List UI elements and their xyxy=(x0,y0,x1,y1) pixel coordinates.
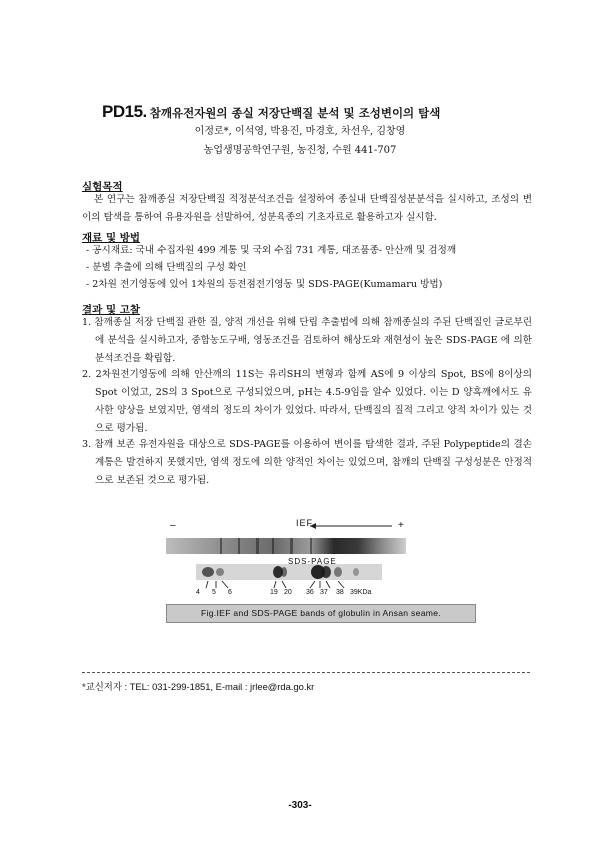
figure-caption: Fig.IEF and SDS-PAGE bands of globulin in Ansan seame. xyxy=(166,604,476,623)
result-text: 1. 참깨종실 저장 단백질 관한 질, 양적 개선을 위해 단립 추출법에 의해 참깨종실의 주된 단백질인 글로부린에 분석을 실시하고자, 중합농도구배, 영동조건을 검토하여 해상도와 재현성이 높은 SDS-PAGE 에 의한 분석조건을 확립함. xyxy=(82,317,532,364)
footnote-divider xyxy=(82,672,530,673)
band-label: 39KDa xyxy=(350,589,372,596)
result-text: 3. 참깨 보존 유전자원을 대상으로 SDS-PAGE를 이용하여 변이를 탐색한 결과, 주된 Polypeptide의 결손 계통은 발견하지 못했지만, 염색 정도에 의한 양적인 차이는 있었으며, 참깨의 단백질 구성성분은 안정적으로 보존된 것으로 평가됨. xyxy=(82,439,532,486)
ief-label: IEF xyxy=(296,518,314,528)
band-label: 6 xyxy=(228,589,232,596)
method-item: - 공시재료: 국내 수집자원 499 계통 및 국외 수집 731 계통, 대조품종- 안산깨 및 검정깨 xyxy=(86,245,457,256)
band-label: 4 xyxy=(196,589,200,596)
ief-plus-label: + xyxy=(398,520,404,531)
method-item: - 2차원 전기영동에 있어 1차원의 등전점전기영동 및 SDS-PAGE(Kumamaru 방법) xyxy=(86,279,443,290)
band-label: 37 xyxy=(320,589,328,596)
band-label: 38 xyxy=(336,589,344,596)
result-item-3 xyxy=(82,436,532,490)
affiliation: 농업생명공학연구원, 농진청, 수원 441-707 xyxy=(203,145,397,156)
method-list xyxy=(86,242,536,293)
band-label: 5 xyxy=(212,589,216,596)
result-item-1 xyxy=(82,314,532,368)
page-number: -303- xyxy=(288,800,312,811)
result-text: 2. 2차원전기영동에 의해 안산깨의 11S는 유리SH의 변형과 함께 AS에 9 이상의 Spot, BS에 8이상의 Spot 이었고, 2S의 3 Spot으로 구성되었으며, pH는 4.5-9임을 알수 있었다. 이는 D 양흑깨에서도 유사한 양상을 보였지만, 염색의 정도의 차이가 있었다. 따라서, 단백질의 질적 그리고 양적 차이가 있는 것으로 평가됨. xyxy=(82,369,532,434)
band-label: 19 xyxy=(270,589,278,596)
purpose-text: 본 연구는 참깨종실 저장단백질 적정분석조건을 설정하여 종실내 단백질성분분석을 실시하고, 조성의 변이의 탐색을 통하여 유용자원을 선발하여, 성분육종의 기초자료로 활용하고자 실시함. xyxy=(82,194,532,223)
band-label: 20 xyxy=(284,589,292,596)
method-item: - 분별 추출에 의해 단백질의 구성 확인 xyxy=(86,262,247,273)
band-pointer-arrows xyxy=(206,581,344,588)
results-heading: 결과 및 고찰 xyxy=(82,304,141,316)
paper-title xyxy=(102,102,562,122)
ief-strip xyxy=(166,538,406,554)
ief-minus-label: – xyxy=(170,520,176,531)
paper-title-text: 참깨유전자원의 종실 저장단백질 분석 및 조성변이의 탐색 xyxy=(149,106,441,120)
method-heading: 재료 및 방법 xyxy=(82,232,141,244)
purpose-heading: 실험목적 xyxy=(82,181,123,193)
corresponding-author-footnote: *교신저자 : TEL: 031-299-1851, E-mail : jrlee@rda.go.kr xyxy=(82,681,315,692)
sds-page-label: SDS-PAGE xyxy=(288,557,337,566)
paper-code: PD15. xyxy=(102,102,147,121)
band-label: 36 xyxy=(306,589,314,596)
authors: 이정로*, 이석영, 박용진, 마경호, 차선우, 김창영 xyxy=(194,126,406,137)
result-item-2 xyxy=(82,366,532,438)
